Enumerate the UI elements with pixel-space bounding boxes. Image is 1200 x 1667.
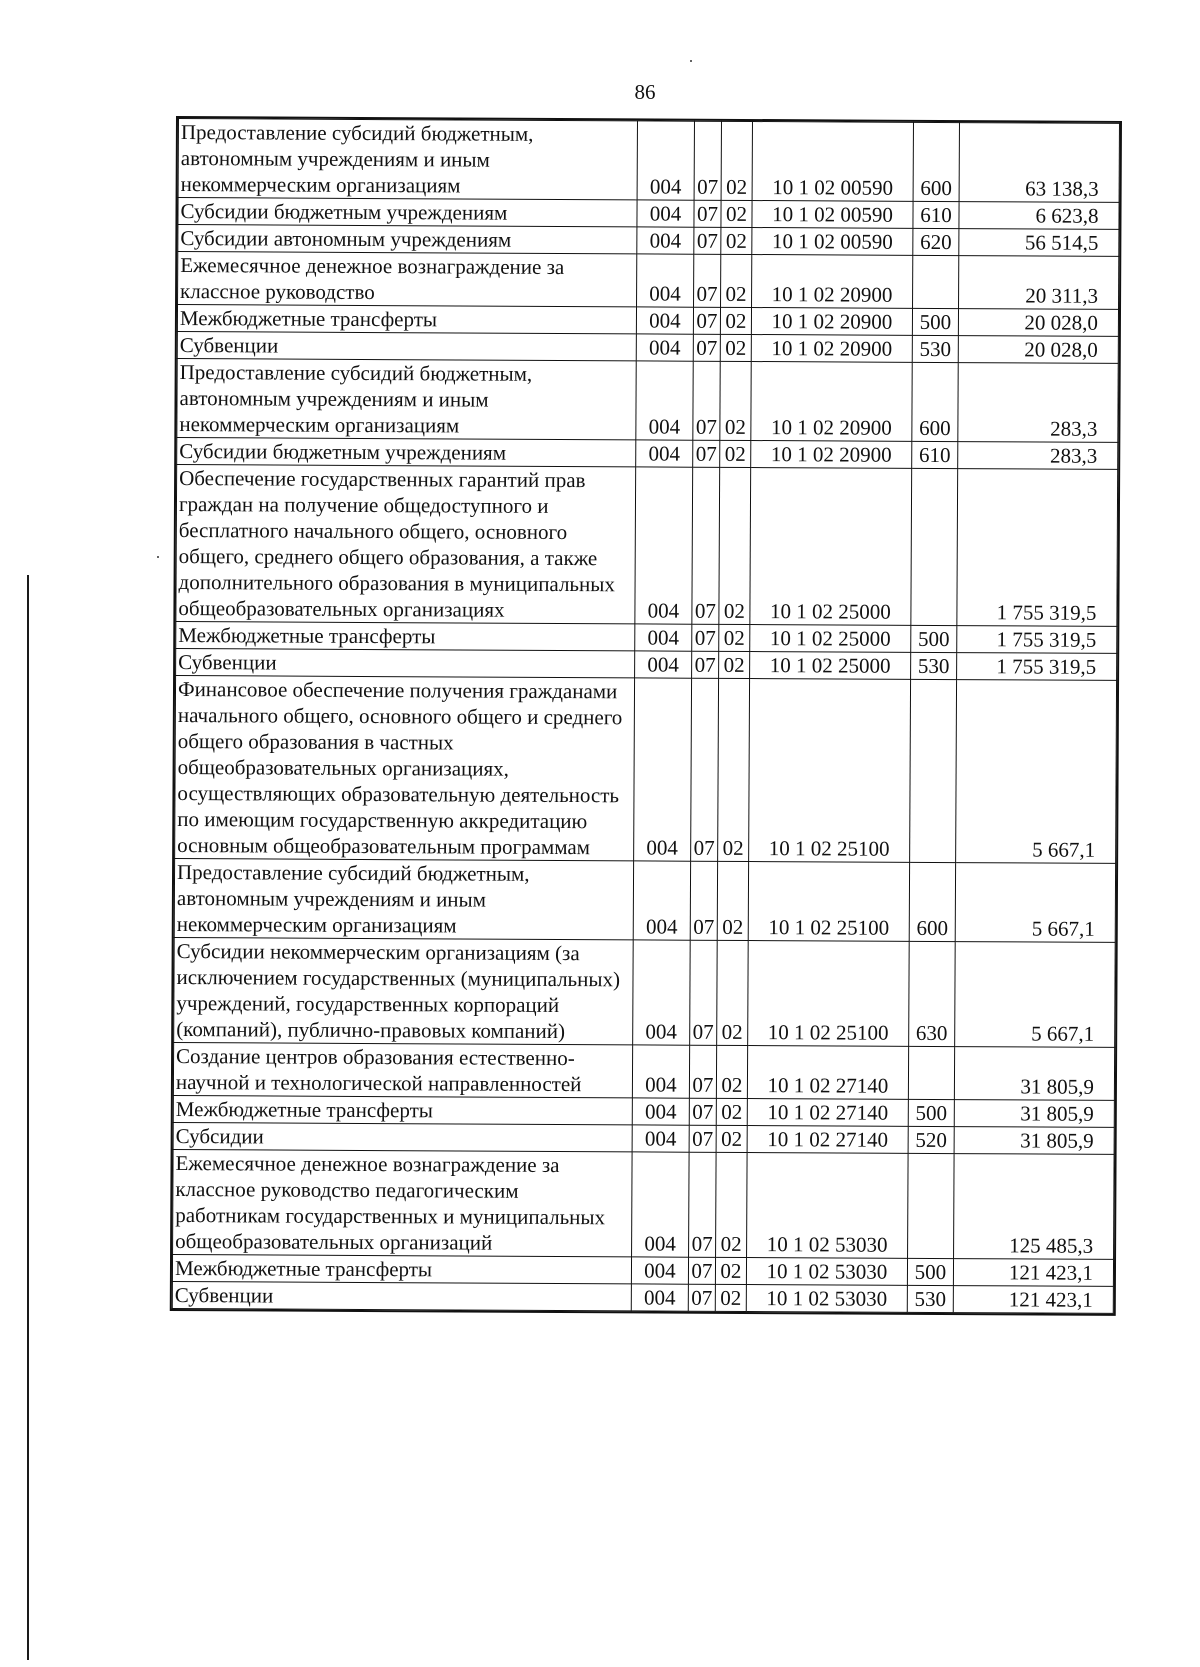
expense-name: Предоставление субсидий бюджетным, автономным учреждениям и иным некоммерческим организациям bbox=[178, 119, 637, 200]
subsection-code: 02 bbox=[721, 121, 752, 200]
target-item-code: 10 1 02 53030 bbox=[746, 1284, 907, 1312]
subsection-code: 02 bbox=[717, 861, 748, 940]
expense-type-code bbox=[908, 1153, 955, 1258]
target-item-code: 10 1 02 25000 bbox=[750, 652, 911, 680]
table-row bbox=[178, 119, 1119, 203]
section-code: 07 bbox=[693, 440, 720, 467]
table-row bbox=[177, 437, 1118, 469]
section-code: 07 bbox=[691, 678, 719, 861]
subsection-code: 02 bbox=[716, 1125, 747, 1152]
expense-name: Создание центров образования естественно-научной и технологической направленностей bbox=[173, 1042, 632, 1097]
target-item-code: 10 1 02 25100 bbox=[748, 861, 909, 941]
expense-name: Субсидии bbox=[173, 1122, 632, 1151]
amount: 6 623,8 bbox=[959, 202, 1119, 230]
amount: 20 028,0 bbox=[958, 309, 1118, 337]
subsection-code: 02 bbox=[718, 678, 750, 861]
table-row bbox=[172, 1254, 1113, 1286]
section-code: 07 bbox=[694, 121, 721, 200]
expense-type-code: 500 bbox=[908, 1099, 954, 1126]
subsection-code: 02 bbox=[715, 1284, 746, 1311]
section-code: 07 bbox=[694, 200, 721, 227]
department-code: 004 bbox=[634, 678, 692, 861]
table-row bbox=[174, 937, 1116, 1047]
amount: 20 311,3 bbox=[959, 256, 1119, 310]
department-code: 004 bbox=[632, 1152, 690, 1257]
subsection-code: 02 bbox=[719, 651, 750, 678]
section-code: 07 bbox=[694, 227, 721, 254]
amount: 1 755 319,5 bbox=[957, 626, 1117, 654]
table-body bbox=[172, 119, 1119, 1314]
target-item-code: 10 1 02 00590 bbox=[752, 201, 913, 229]
department-code: 004 bbox=[637, 200, 694, 227]
target-item-code: 10 1 02 00590 bbox=[752, 122, 913, 202]
expense-name: Предоставление субсидий бюджетным, автономным учреждениям и иным некоммерческим организациям bbox=[177, 358, 636, 439]
expense-name: Субвенции bbox=[177, 331, 636, 360]
section-code: 07 bbox=[690, 861, 717, 940]
expense-type-code: 630 bbox=[909, 941, 956, 1046]
expense-type-code bbox=[913, 255, 959, 308]
section-code: 07 bbox=[689, 1098, 716, 1125]
amount: 125 485,3 bbox=[954, 1154, 1115, 1260]
amount: 31 805,9 bbox=[954, 1100, 1114, 1128]
target-item-code: 10 1 02 25100 bbox=[749, 679, 911, 863]
target-item-code: 10 1 02 27140 bbox=[747, 1098, 908, 1126]
expense-name: Субсидии некоммерческим организациям (за исключением государственных (муниципальных) учреждений, государственных корпораций (компаний), публично-правовых компаний) bbox=[174, 937, 634, 1044]
expense-name: Межбюджетные трансферты bbox=[172, 1254, 631, 1283]
department-code: 004 bbox=[631, 1257, 688, 1284]
department-code: 004 bbox=[637, 121, 694, 200]
expense-name: Субсидии бюджетным учреждениям bbox=[178, 198, 637, 227]
department-code: 004 bbox=[637, 254, 694, 307]
department-code: 004 bbox=[637, 227, 694, 254]
expense-type-code: 500 bbox=[907, 1258, 953, 1285]
section-code: 07 bbox=[689, 1125, 716, 1152]
subsection-code: 02 bbox=[717, 940, 749, 1045]
subsection-code: 02 bbox=[716, 1098, 747, 1125]
amount: 5 667,1 bbox=[955, 942, 1116, 1048]
expense-name: Финансовое обеспечение получения гражданами начального общего, основного общего и среднего общего образования в частных общеобразовательных организациях, осуществляющих образовательную деятельность по имеющим государственную аккредитацию основным общеобразовательным программам bbox=[175, 675, 635, 860]
subsection-code: 02 bbox=[716, 1045, 747, 1098]
amount: 5 667,1 bbox=[955, 863, 1115, 943]
amount: 63 138,3 bbox=[959, 123, 1119, 203]
target-item-code: 10 1 02 20900 bbox=[751, 308, 912, 336]
amount: 1 755 319,5 bbox=[957, 469, 1118, 627]
section-code: 07 bbox=[694, 254, 721, 307]
table-row bbox=[175, 675, 1117, 863]
expense-name: Межбюджетные трансферты bbox=[176, 621, 635, 650]
subsection-code: 02 bbox=[715, 1257, 746, 1284]
department-code: 004 bbox=[636, 334, 693, 361]
department-code: 004 bbox=[636, 307, 693, 334]
expense-type-code bbox=[910, 679, 957, 862]
budget-table bbox=[172, 118, 1120, 1314]
section-code: 07 bbox=[693, 361, 720, 440]
department-code: 004 bbox=[635, 624, 692, 651]
expense-name: Ежемесячное денежное вознаграждение за классное руководство bbox=[178, 252, 637, 307]
department-code: 004 bbox=[635, 467, 693, 624]
page-number: 86 bbox=[634, 80, 656, 104]
target-item-code: 10 1 02 27140 bbox=[747, 1125, 908, 1153]
amount: 1 755 319,5 bbox=[957, 653, 1117, 681]
expense-name: Субвенции bbox=[176, 648, 635, 677]
target-item-code: 10 1 02 20900 bbox=[752, 255, 913, 309]
table-row bbox=[172, 1281, 1113, 1313]
department-code: 004 bbox=[636, 440, 693, 467]
department-code: 004 bbox=[635, 651, 692, 678]
table-row bbox=[177, 305, 1118, 337]
target-item-code: 10 1 02 25000 bbox=[750, 468, 912, 626]
subsection-code: 02 bbox=[716, 1152, 748, 1257]
section-code: 07 bbox=[693, 334, 720, 361]
target-item-code: 10 1 02 20900 bbox=[751, 335, 912, 363]
expense-type-code bbox=[911, 468, 958, 625]
target-item-code: 10 1 02 25000 bbox=[750, 625, 911, 653]
amount: 121 423,1 bbox=[953, 1286, 1113, 1314]
expense-type-code: 610 bbox=[913, 201, 959, 228]
amount: 20 028,0 bbox=[958, 336, 1118, 364]
section-code: 07 bbox=[690, 940, 718, 1045]
subsection-code: 02 bbox=[719, 467, 751, 624]
expense-type-code: 620 bbox=[913, 228, 959, 255]
department-code: 004 bbox=[633, 940, 691, 1045]
expense-type-code: 500 bbox=[912, 308, 958, 335]
expense-name: Межбюджетные трансферты bbox=[173, 1095, 632, 1124]
table-row bbox=[177, 358, 1118, 442]
section-code: 07 bbox=[688, 1284, 715, 1311]
amount: 56 514,5 bbox=[959, 229, 1119, 257]
section-code: 07 bbox=[689, 1152, 717, 1257]
amount: 5 667,1 bbox=[956, 680, 1117, 864]
expense-name: Субсидии автономным учреждениям bbox=[178, 225, 637, 254]
target-item-code: 10 1 02 25100 bbox=[748, 940, 910, 1046]
amount: 121 423,1 bbox=[953, 1259, 1113, 1287]
section-code: 07 bbox=[693, 307, 720, 334]
expense-type-code: 500 bbox=[911, 625, 957, 652]
subsection-code: 02 bbox=[721, 254, 752, 307]
section-code: 07 bbox=[692, 467, 720, 624]
section-code: 07 bbox=[689, 1045, 716, 1098]
expense-type-code: 530 bbox=[911, 652, 957, 679]
expense-name: Обеспечение государственных гарантий прав граждан на получение общедоступного и бесплатного начального общего, основного общего, среднего общего образования, а также дополнительного образования в муниципальных общеобразовательных организациях bbox=[176, 464, 636, 623]
subsection-code: 02 bbox=[720, 334, 751, 361]
expense-name: Субсидии бюджетным учреждениям bbox=[177, 437, 636, 466]
scan-speck bbox=[157, 556, 159, 558]
expense-type-code: 600 bbox=[912, 362, 958, 441]
department-code: 004 bbox=[632, 1125, 689, 1152]
table-row bbox=[178, 198, 1119, 230]
scan-speck bbox=[690, 60, 692, 62]
scan-edge-line bbox=[27, 575, 29, 1660]
table-row bbox=[176, 464, 1118, 626]
amount: 31 805,9 bbox=[954, 1047, 1114, 1101]
expense-type-code: 530 bbox=[912, 335, 958, 362]
subsection-code: 02 bbox=[721, 227, 752, 254]
expense-type-code: 600 bbox=[909, 862, 955, 941]
department-code: 004 bbox=[632, 1098, 689, 1125]
amount: 283,3 bbox=[958, 363, 1118, 443]
target-item-code: 10 1 02 27140 bbox=[747, 1045, 908, 1099]
table-row bbox=[173, 1042, 1114, 1100]
table-row bbox=[176, 621, 1117, 653]
amount: 283,3 bbox=[958, 442, 1118, 470]
department-code: 004 bbox=[631, 1284, 688, 1311]
table-row bbox=[178, 252, 1119, 310]
department-code: 004 bbox=[636, 361, 693, 440]
expense-type-code bbox=[908, 1046, 954, 1099]
department-code: 004 bbox=[633, 861, 690, 940]
table-row bbox=[173, 1095, 1114, 1127]
subsection-code: 02 bbox=[721, 200, 752, 227]
amount: 31 805,9 bbox=[954, 1127, 1114, 1155]
expense-type-code: 610 bbox=[912, 441, 958, 468]
expense-type-code: 530 bbox=[907, 1285, 953, 1312]
section-code: 07 bbox=[692, 624, 719, 651]
target-item-code: 10 1 02 53030 bbox=[747, 1152, 909, 1258]
expense-name: Ежемесячное денежное вознаграждение за классное руководство педагогическим работникам государственных и муниципальных общеобразовательных организаций bbox=[173, 1149, 633, 1256]
table-row bbox=[174, 858, 1115, 942]
subsection-code: 02 bbox=[720, 361, 751, 440]
expense-type-code: 600 bbox=[913, 122, 959, 201]
table-row bbox=[173, 1149, 1115, 1259]
target-item-code: 10 1 02 20900 bbox=[751, 362, 912, 442]
expense-type-code: 520 bbox=[908, 1126, 954, 1153]
target-item-code: 10 1 02 53030 bbox=[746, 1257, 907, 1285]
target-item-code: 10 1 02 00590 bbox=[752, 228, 913, 256]
target-item-code: 10 1 02 20900 bbox=[751, 441, 912, 469]
department-code: 004 bbox=[632, 1045, 689, 1098]
expense-name: Межбюджетные трансферты bbox=[177, 305, 636, 334]
section-code: 07 bbox=[688, 1257, 715, 1284]
section-code: 07 bbox=[692, 651, 719, 678]
expense-name: Субвенции bbox=[172, 1281, 631, 1310]
table-row bbox=[178, 225, 1119, 257]
expense-name: Предоставление субсидий бюджетным, автономным учреждениям и иным некоммерческим организациям bbox=[174, 858, 633, 939]
subsection-code: 02 bbox=[719, 624, 750, 651]
subsection-code: 02 bbox=[720, 440, 751, 467]
subsection-code: 02 bbox=[720, 307, 751, 334]
